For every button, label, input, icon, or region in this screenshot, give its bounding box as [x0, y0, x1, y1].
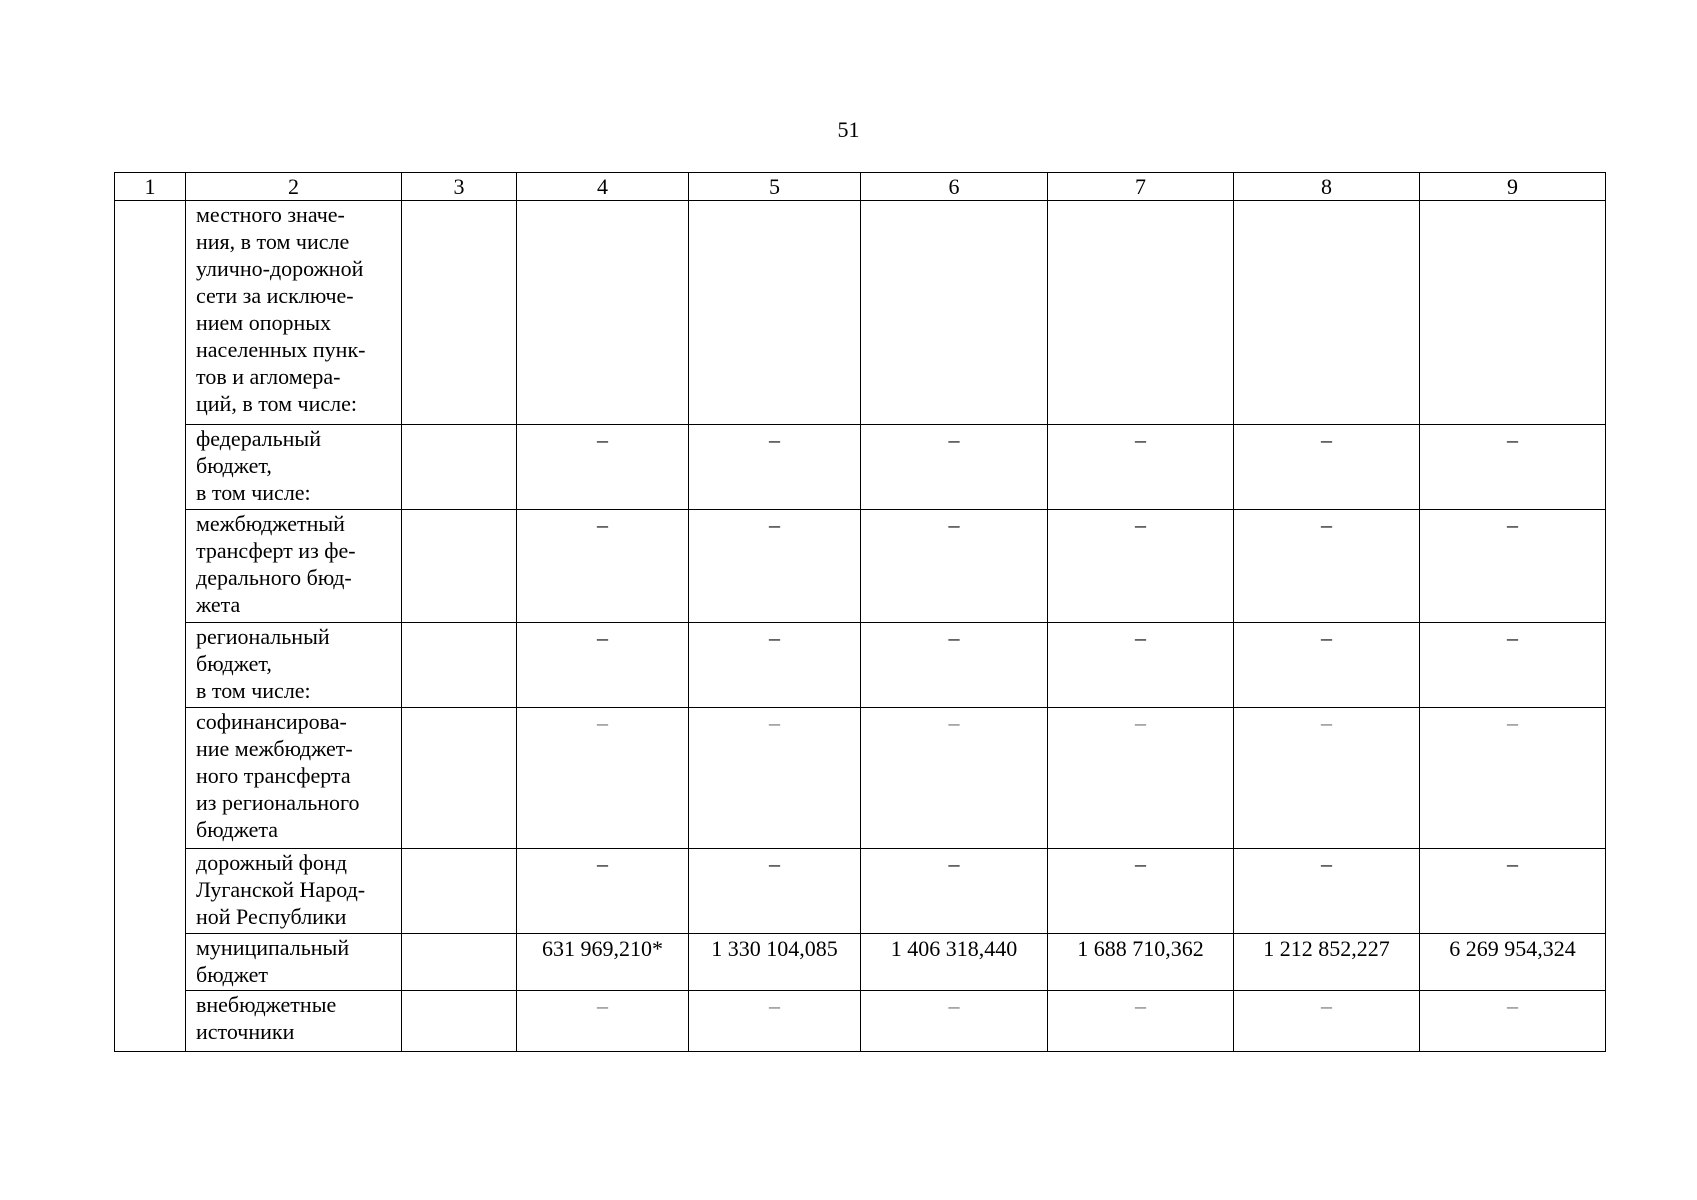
value-cell: –: [517, 991, 689, 1052]
value-cell: –: [1420, 425, 1606, 510]
value-cell: [689, 201, 861, 425]
table-row: [115, 708, 1606, 849]
value-cell: –: [1048, 623, 1234, 708]
value-cell: [861, 201, 1048, 425]
value-cell: –: [1234, 708, 1420, 849]
value-cell: [1420, 201, 1606, 425]
value-cell: –: [517, 708, 689, 849]
value-cell: –: [689, 510, 861, 623]
row-label-line: дорожный фонд: [196, 850, 347, 875]
row-label-line: Луганской Народ-: [196, 877, 366, 902]
value-cell: –: [861, 510, 1048, 623]
row-label-cell: [186, 991, 402, 1052]
column-header: 3: [402, 173, 517, 201]
value-cell: –: [689, 425, 861, 510]
column-3-cell: [402, 201, 517, 425]
value-cell: 1 406 318,440: [861, 934, 1048, 991]
value-cell: –: [1048, 849, 1234, 934]
row-number-cell: [115, 849, 186, 934]
value-cell: –: [1048, 991, 1234, 1052]
value-cell: –: [689, 991, 861, 1052]
row-label-line: муниципальный: [196, 935, 350, 960]
column-header: 9: [1420, 173, 1606, 201]
row-label-line: в том числе:: [196, 480, 311, 505]
row-label-line: ций, в том числе:: [196, 391, 357, 416]
value-cell: –: [517, 510, 689, 623]
row-label-cell: [186, 934, 402, 991]
value-cell: 6 269 954,324: [1420, 934, 1606, 991]
budget-table: [114, 172, 1606, 1052]
row-label-line: в том числе:: [196, 678, 311, 703]
column-3-cell: [402, 991, 517, 1052]
value-cell: –: [1048, 510, 1234, 623]
value-cell: –: [1420, 991, 1606, 1052]
column-header: 5: [689, 173, 861, 201]
row-label-line: дерального бюд-: [196, 565, 352, 590]
column-header: 6: [861, 173, 1048, 201]
value-cell: –: [1234, 425, 1420, 510]
row-label-line: тов и агломера-: [196, 364, 341, 389]
value-cell: 1 330 104,085: [689, 934, 861, 991]
value-cell: –: [1420, 849, 1606, 934]
table-header-row: [115, 173, 1606, 201]
value-cell: [517, 201, 689, 425]
row-label-line: сети за исключе-: [196, 283, 354, 308]
value-cell: –: [1420, 510, 1606, 623]
row-number-cell: [115, 623, 186, 708]
column-header: 7: [1048, 173, 1234, 201]
value-cell: [1234, 201, 1420, 425]
row-label-cell: [186, 849, 402, 934]
value-cell: –: [861, 425, 1048, 510]
row-label-line: внебюджетные: [196, 992, 337, 1017]
row-label-line: бюджет: [196, 962, 268, 987]
row-label-cell: [186, 425, 402, 510]
row-label-line: жета: [196, 592, 241, 617]
row-label-line: региональный: [196, 624, 330, 649]
table-row: [115, 991, 1606, 1052]
table-row: [115, 934, 1606, 991]
value-cell: –: [1234, 849, 1420, 934]
value-cell: –: [1234, 623, 1420, 708]
table-row: [115, 623, 1606, 708]
value-cell: –: [689, 708, 861, 849]
table-row: [115, 510, 1606, 623]
row-label-line: бюджет,: [196, 453, 272, 478]
value-cell: –: [689, 849, 861, 934]
row-number-cell: [115, 201, 186, 425]
value-cell: –: [1048, 425, 1234, 510]
row-label-line: бюджет,: [196, 651, 272, 676]
value-cell: –: [1048, 708, 1234, 849]
row-label-cell: [186, 623, 402, 708]
value-cell: –: [517, 849, 689, 934]
row-number-cell: [115, 708, 186, 849]
value-cell: –: [689, 623, 861, 708]
value-cell: 1 688 710,362: [1048, 934, 1234, 991]
row-label-line: ние межбюджет-: [196, 736, 353, 761]
row-label-line: источники: [196, 1019, 295, 1044]
row-number-cell: [115, 934, 186, 991]
column-header: 1: [115, 173, 186, 201]
row-label-line: трансферт из фе-: [196, 538, 356, 563]
value-cell: –: [861, 991, 1048, 1052]
column-header: 8: [1234, 173, 1420, 201]
value-cell: [1048, 201, 1234, 425]
table-row: [115, 201, 1606, 425]
row-label-cell: [186, 510, 402, 623]
row-label-line: ной Республики: [196, 904, 347, 929]
row-number-cell: [115, 510, 186, 623]
value-cell: –: [1234, 991, 1420, 1052]
row-label-cell: [186, 708, 402, 849]
row-label-line: федеральный: [196, 426, 321, 451]
column-3-cell: [402, 849, 517, 934]
row-label-line: ния, в том числе: [196, 229, 350, 254]
row-label-line: из регионального: [196, 790, 360, 815]
value-cell: –: [861, 708, 1048, 849]
row-label-line: межбюджетный: [196, 511, 345, 536]
value-cell: –: [517, 425, 689, 510]
row-label-line: улично-дорожной: [196, 256, 364, 281]
value-cell: –: [517, 623, 689, 708]
column-header: 2: [186, 173, 402, 201]
row-label-line: населенных пунк-: [196, 337, 366, 362]
table-row: [115, 425, 1606, 510]
page-number: 51: [837, 117, 860, 142]
value-cell: –: [861, 623, 1048, 708]
row-number-cell: [115, 991, 186, 1052]
column-3-cell: [402, 934, 517, 991]
value-cell: –: [1234, 510, 1420, 623]
value-cell: 1 212 852,227: [1234, 934, 1420, 991]
row-label-line: софинансирова-: [196, 709, 347, 734]
column-3-cell: [402, 510, 517, 623]
table-row: [115, 849, 1606, 934]
column-3-cell: [402, 425, 517, 510]
column-header: 4: [517, 173, 689, 201]
value-cell: –: [1420, 623, 1606, 708]
value-cell: –: [1420, 708, 1606, 849]
column-3-cell: [402, 708, 517, 849]
value-cell: 631 969,210*: [517, 934, 689, 991]
column-3-cell: [402, 623, 517, 708]
row-label-line: бюджета: [196, 817, 279, 842]
row-number-cell: [115, 425, 186, 510]
value-cell: –: [861, 849, 1048, 934]
row-label-cell: [186, 201, 402, 425]
row-label-line: нием опорных: [196, 310, 332, 335]
row-label-line: ного трансферта: [196, 763, 351, 788]
row-label-line: местного значе-: [196, 202, 345, 227]
